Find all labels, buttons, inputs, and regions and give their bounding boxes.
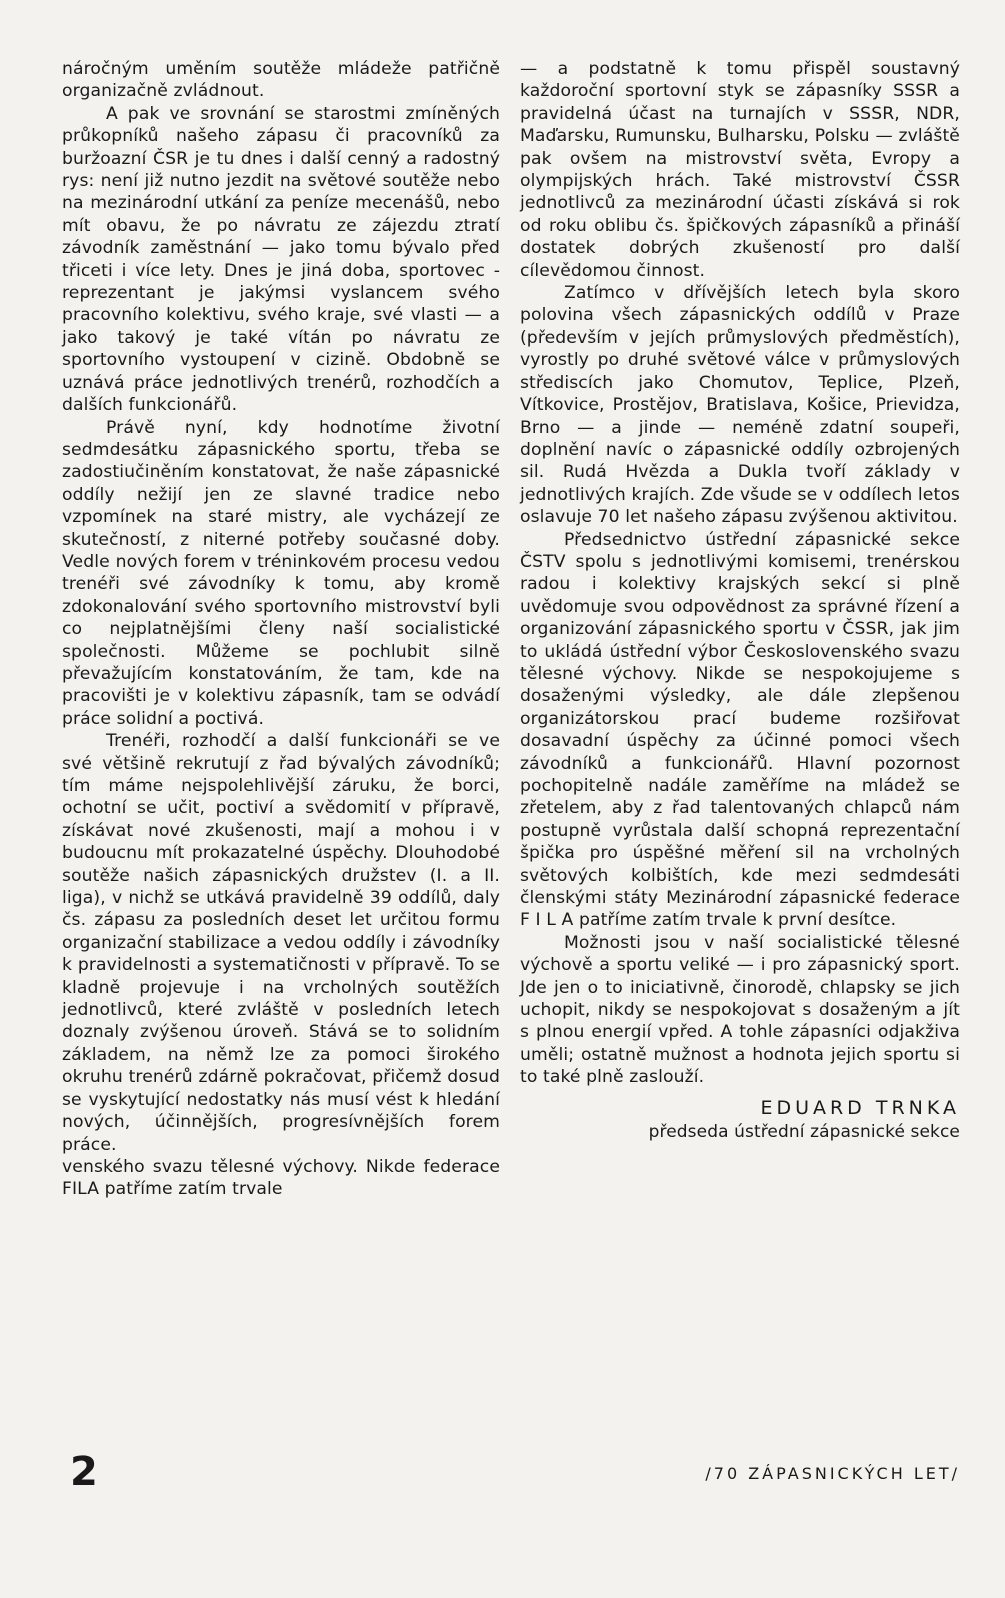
author-name: EDUARD TRNKA [760,1096,960,1119]
author-role: předseda ústřední zápasnické sekce [648,1122,960,1143]
signature-block [520,1097,960,1144]
left-paragraph-5: venského svazu tělesné výchovy. Nikde federace FILA patříme zatím trvale [62,1156,500,1200]
right-paragraph-4: Možnosti jsou v naší socialistické tělesné výchově a sportu veliké — i pro zápasnický sport. Jde jen o to iniciativně, činorodě, chlapsky se jich uchopit, nikdy se nespokojovat s dosaženým a jít s plnou energií vpřed. A tohle zápasníci odjakživa uměli; ostatně mužnost a hodnota jejich sportu si to také plně zaslouží. [520,932,960,1088]
right-paragraph-2: Zatímco v dřívějších letech byla skoro polovina všech zápasnických oddílů v Praze (především v jejích průmyslových předměstích), vyrostly po druhé světové válce v průmyslových střediscích jako Chomutov, Teplice, Plzeň, Vítkovice, Prostějov, Bratislava, Košice, Prievidza, Brno — a jinde — neméně zdatní soupeři, doplnění navíc o zápasnické oddíly ozbrojených sil. Rudá Hvězda a Dukla tvoří základy v jednotlivých krajích. Zde všude se v oddílech letos oslavuje 70 let našeho zápasu zvýšenou aktivitou. [520,283,960,528]
page-number: 2 [70,1449,98,1495]
right-paragraph-1: — a podstatně k tomu přispěl soustavný každoroční sportovní styk se zápasníky SSSR a pravidelná účast na turnajích v SSSR, NDR, Maďarsku, Rumunsku, Bulharsku, Polsku — zvláště pak ovšem na mistrovství světa, Evropy a olympijských hrách. Také mistrovství ČSSR jednotlivců za mezinárodní účasti získává si rok od roku oblibu čs. špičkových zápasníků a přináší dostatek dobrých zkušeností pro další cílevědomou činnost. [520,59,960,281]
left-paragraph-4: Trenéři, rozhodčí a další funkcionáři se ve své většině rekrutují z řad bývalých závodníků; tím máme nejspolehlivější záruku, že borci, ochotní se učit, poctiví a svědomití v přípravě, získávat nové zkušenosti, mají a mohou i v budoucnu mít prokazatelné úspěchy. Dlouhodobé soutěže našich zápasnických družstev (I. a II. liga), v nichž se utkává pravidelně 39 oddílů, daly čs. zápasu za posledních deset let určitou formu organizační stabilizace a vedou oddíly i závodníky k pravidelnosti a systematičnosti v přípravě. To se kladně projevuje i na vrcholných soutěžích jednotlivců, které zvláště v posledních letech doznaly zvýšenou úroveň. Stává se to solidním základem, na němž lze za pomoci širokého okruhu trenérů zdárně pokračovat, přičemž dosud se vyskytující nedostatky nás musí vést k hledání nových, účinnějších, progresívnějších forem práce. [62,731,500,1155]
left-paragraph-2: A pak ve srovnání se starostmi zmíněných průkopníků našeho zápasu či pracovníků za buržoazní ČSR je tu dnes i další cenný a radostný rys: není již nutno jezdit na světové soutěže nebo na mezinárodní utkání za peníze mecenášů, nebo mít obavu, že po návratu ze zájezdu ztratí závodník zaměstnání — jako tomu bývalo před třiceti i více lety. Dnes je jiná doba, sportovec - reprezentant je jakýmsi vyslancem svého pracovního kolektivu, svého kraje, své vlasti — a jako takový je také vítán po návratu ze sportovního vystoupení v cizině. Obdobně se uznává práce jednotlivých trenérů, rozhodčích a dalších funkcionářů. [62,103,500,416]
left-column [62,58,500,1201]
running-title: /70 ZÁPASNICKÝCH LET/ [705,1464,960,1483]
left-paragraph-3: Právě nyní, kdy hodnotíme životní sedmdesátku zápasnického sportu, třeba se zadostiučiněním konstatovat, že naše zápasnické oddíly nežijí jen ze slavné tradice nebo vzpomínek na staré mistry, ale vycházejí ze skutečností, z niterné potřeby současné doby. Vedle nových forem v tréninkovém procesu vedou trenéři své závodníky k tomu, aby kromě zdokonalování svého sportovního mistrovství byli co nejplatnějšími členy naší socialistické společnosti. Můžeme se pochlubit silně převažujícím konstatováním, že tam, kde na pracovišti je v kolektivu zápasník, tam se odvádí práce solidní a poctivá. [62,417,500,729]
right-paragraph-3: Předsednictvo ústřední zápasnické sekce ČSTV spolu s jednotlivými komisemi, trenérskou radou i kolektivy krajských sekcí si plně uvědomuje svou odpovědnost za správné řízení a organizování zápasnického sportu v ČSSR, jak jim to ukládá ústřední výbor Československého svazu tělesné výchovy. Nikde se nespokojujeme s dosaženými výsledky, ale dále zlepšenou organizátorskou prací budeme rozšiřovat dosavadní úspěchy za účinné pomoci všech závodníků a funkcionářů. Hlavní pozornost pochopitelně nadále zaměříme na mládež se zřetelem, aby z řad talentovaných chlapců nám postupně vyrůstala další schopná reprezentační špička pro úspěšné měření sil na vrcholných světových kolbištích, kde mezi sedmdesáti členskými státy Mezinárodní zápasnické federace F I L A patříme zatím trvale k první desítce. [520,529,960,931]
left-paragraph-1: náročným uměním soutěže mládeže patřičně organizačně zvládnout. [62,59,500,102]
right-column [520,58,960,1144]
